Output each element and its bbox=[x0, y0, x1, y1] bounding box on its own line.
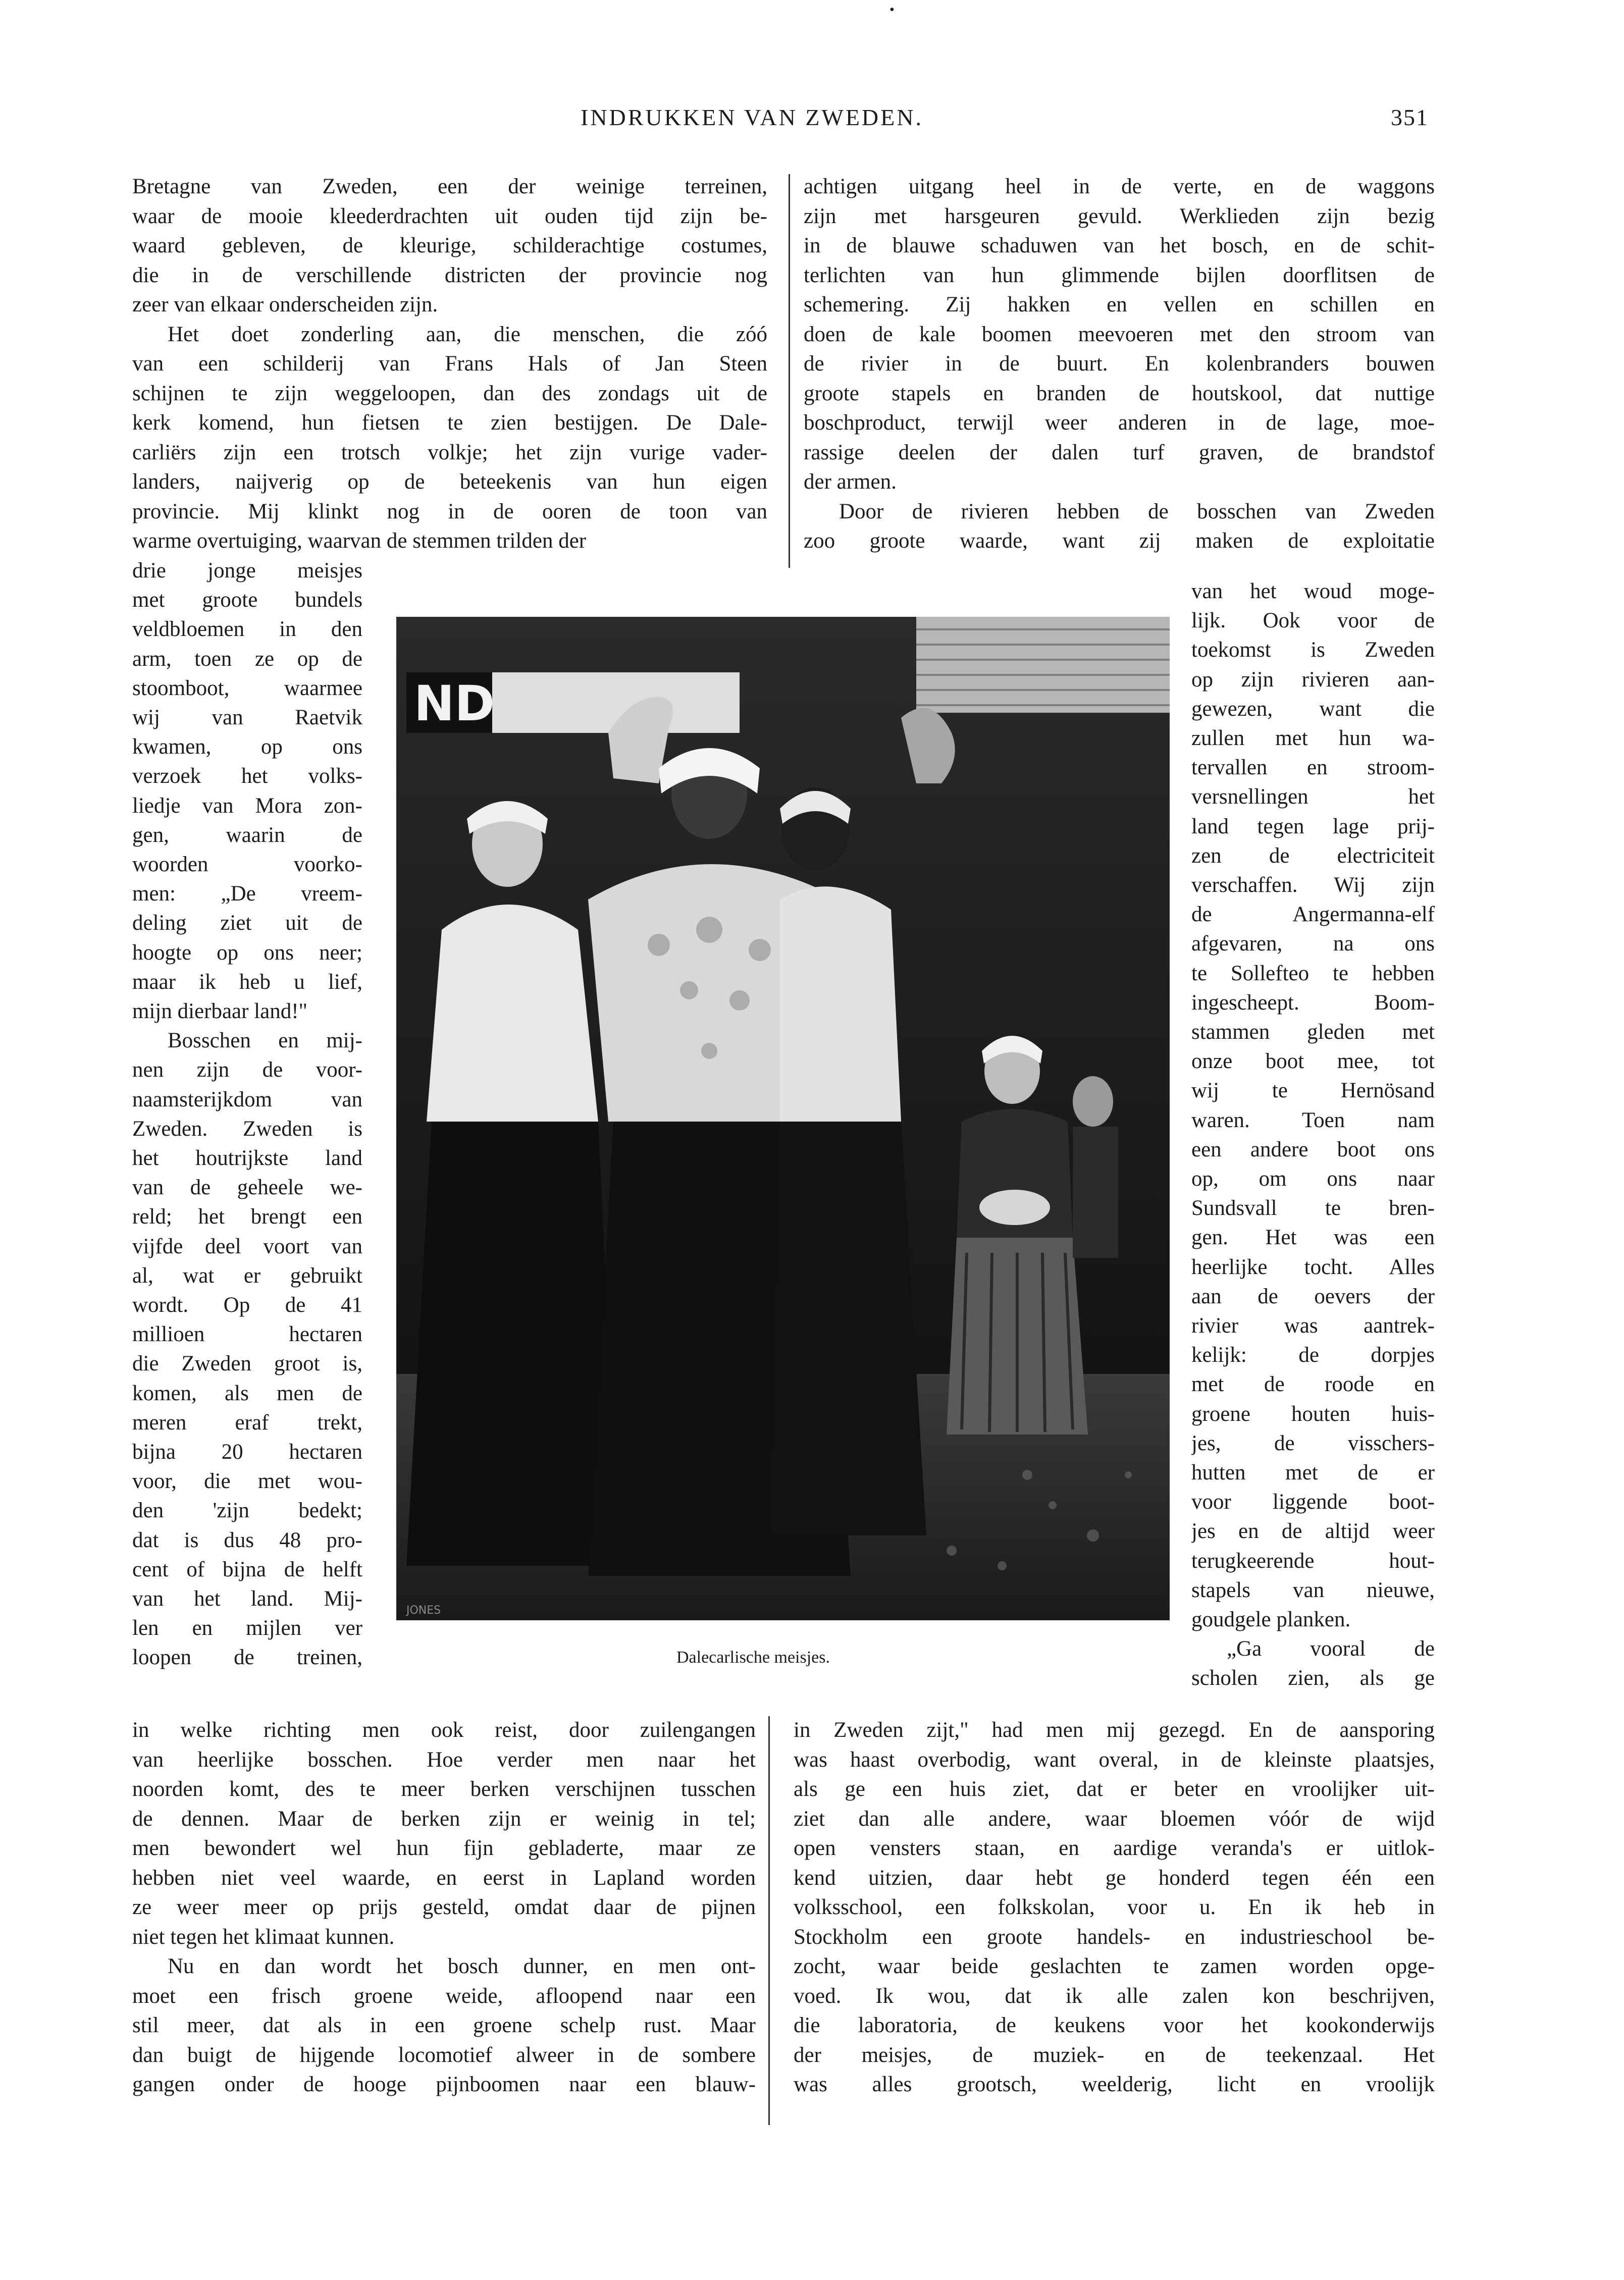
text-line: Door de rivieren hebben de bosschen van Zweden bbox=[839, 500, 1435, 523]
text-line: niet tegen het klimaat kunnen. bbox=[132, 1925, 395, 1949]
text-line: millioen hectaren bbox=[132, 1322, 362, 1346]
text-line: jes en de altijd weer bbox=[1191, 1519, 1435, 1543]
text-line: op zijn rivieren aan- bbox=[1191, 668, 1435, 692]
text-line: zen de electriciteit bbox=[1191, 844, 1435, 868]
text-line: versnellingen het bbox=[1191, 785, 1435, 809]
text-line: Bosschen en mij- bbox=[168, 1029, 362, 1052]
text-line: nen zijn de voor- bbox=[132, 1058, 362, 1082]
text-line: verschaffen. Wij zijn bbox=[1191, 873, 1435, 897]
text-line: reld; het brengt een bbox=[132, 1205, 362, 1229]
text-line: jes, de visschers- bbox=[1191, 1431, 1435, 1455]
text-line: landers, naijverig op de beteekenis van hun eigen bbox=[132, 470, 767, 494]
text-line: len en mijlen ver bbox=[132, 1616, 362, 1640]
text-line: gen. Het was een bbox=[1191, 1226, 1435, 1249]
text-line: te Sollefteo te hebben bbox=[1191, 962, 1435, 985]
photo-illustration bbox=[396, 617, 1170, 1620]
text-line: mijn dierbaar land!" bbox=[132, 999, 308, 1023]
text-line: cent of bijna de helft bbox=[132, 1558, 362, 1581]
text-line: kend uitzien, daar hebt ge honderd tegen één een bbox=[794, 1866, 1435, 1890]
text-line: boschproduct, terwijl weer anderen in de lage, moe- bbox=[804, 411, 1435, 435]
text-line: op, om ons naar bbox=[1191, 1167, 1435, 1191]
text-line: land tegen lage prij- bbox=[1191, 815, 1435, 838]
text-line: bijna 20 hectaren bbox=[132, 1440, 362, 1464]
text-line: men bewondert wel hun fijn gebladerte, maar ze bbox=[132, 1836, 756, 1860]
text-line: scholen zien, als ge bbox=[1191, 1666, 1435, 1690]
text-line: voed. Ik wou, dat ik alle zalen kon beschrijven, bbox=[794, 1984, 1435, 2008]
text-line: met de roode en bbox=[1191, 1372, 1435, 1396]
text-line: dan buigt de hijgende locomotief alweer in de sombere bbox=[132, 2043, 756, 2067]
text-line: gewezen, want die bbox=[1191, 697, 1435, 721]
text-line: al, wat er gebruikt bbox=[132, 1264, 362, 1288]
text-line: met groote bundels bbox=[132, 588, 362, 612]
text-line: was haast overbodig, want overal, in de kleinste plaatsjes, bbox=[794, 1748, 1435, 1772]
text-line: het houtrijkste land bbox=[132, 1146, 362, 1170]
text-line: Het doet zonderling aan, die menschen, die zóó bbox=[168, 323, 767, 346]
sign-text: ND bbox=[414, 675, 495, 732]
text-line: doen de kale boomen meevoeren met den stroom van bbox=[804, 323, 1435, 346]
text-line: goudgele planken. bbox=[1191, 1608, 1351, 1631]
text-line: waar de mooie kleederdrachten uit ouden tijd zijn be- bbox=[132, 204, 767, 228]
text-line: volksschool, een folkskolan, voor u. En ik heb in bbox=[794, 1895, 1435, 1919]
text-line: de rivier in de buurt. En kolenbranders bouwen bbox=[804, 352, 1435, 376]
text-line: die in de verschillende districten der provincie nog bbox=[132, 263, 767, 287]
text-line: de dennen. Maar de berken zijn er weinig in tel; bbox=[132, 1807, 756, 1831]
text-line: hutten met de er bbox=[1191, 1461, 1435, 1484]
text-line: afgevaren, na ons bbox=[1191, 932, 1435, 956]
text-line: die Zweden groot is, bbox=[132, 1352, 362, 1375]
text-line: liedje van Mora zon- bbox=[132, 794, 362, 818]
text-line: komen, als men de bbox=[132, 1382, 362, 1405]
photograph-dalecarlian-girls bbox=[396, 617, 1170, 1620]
text-line: van het land. Mij- bbox=[132, 1587, 362, 1611]
text-line: stil meer, dat als in een groene schelp rust. Maar bbox=[132, 2013, 756, 2037]
text-line: ziet dan alle andere, waar bloemen vóór de wijd bbox=[794, 1807, 1435, 1831]
text-line: stammen gleden met bbox=[1191, 1020, 1435, 1044]
text-line: in de blauwe schaduwen van het bosch, en de schit- bbox=[804, 234, 1435, 257]
text-line: tervallen en stroom- bbox=[1191, 756, 1435, 779]
text-line: ze weer meer op prijs gesteld, omdat daar de pijnen bbox=[132, 1895, 756, 1919]
text-line: was alles grootsch, weelderig, licht en vroolijk bbox=[794, 2073, 1435, 2096]
text-line: heerlijke tocht. Alles bbox=[1191, 1255, 1435, 1279]
text-line: drie jonge meisjes bbox=[132, 559, 362, 582]
text-line: van een schilderij van Frans Hals of Jan Steen bbox=[132, 352, 767, 376]
text-line: een andere boot ons bbox=[1191, 1138, 1435, 1161]
text-line: deling ziet uit de bbox=[132, 911, 362, 935]
text-line: vijfde deel voort van bbox=[132, 1235, 362, 1258]
text-line: zeer van elkaar onderscheiden zijn. bbox=[132, 293, 438, 316]
text-line: zocht, waar beide geslachten te zamen worden opge- bbox=[794, 1954, 1435, 1978]
text-line: zijn met harsgeuren gevuld. Werklieden zijn bezig bbox=[804, 204, 1435, 228]
text-line: schemering. Zij hakken en vellen en schillen en bbox=[804, 293, 1435, 316]
text-line: waard gebleven, de kleurige, schilderachtige costumes, bbox=[132, 234, 767, 257]
text-line: in Zweden zijt," had men mij gezegd. En de aansporing bbox=[794, 1718, 1435, 1742]
text-line: der meisjes, de muziek- en de teekenzaal. Het bbox=[794, 2043, 1435, 2067]
text-line: hebben niet veel waarde, en eerst in Lapland worden bbox=[132, 1866, 756, 1890]
text-line: noorden komt, des te meer berken verschijnen tusschen bbox=[132, 1777, 756, 1801]
text-line: Sundsvall te bren- bbox=[1191, 1196, 1435, 1220]
text-line: stoomboot, waarmee bbox=[132, 676, 362, 700]
photo-signature: JONES bbox=[406, 1604, 441, 1617]
text-line: moet een frisch groene weide, afloopend naar een bbox=[132, 1984, 756, 2008]
text-line: die laboratoria, de keukens voor het kookonderwijs bbox=[794, 2013, 1435, 2037]
text-line: de Angermanna-elf bbox=[1191, 903, 1435, 926]
text-line: Nu en dan wordt het bosch dunner, en men ont- bbox=[168, 1954, 756, 1978]
text-line: gen, waarin de bbox=[132, 823, 362, 847]
text-line: naamsterijkdom van bbox=[132, 1088, 362, 1111]
text-line: ingescheept. Boom- bbox=[1191, 991, 1435, 1015]
text-line: kerk komend, hun fietsen te zien bestijgen. De Dale- bbox=[132, 411, 767, 435]
text-line: provincie. Mij klinkt nog in de ooren de toon van bbox=[132, 500, 767, 523]
text-line: achtigen uitgang heel in de verte, en de waggons bbox=[804, 175, 1435, 198]
text-line: hoogte op ons neer; bbox=[132, 941, 362, 965]
text-line: schijnen te zijn weggeloopen, dan des zondags uit de bbox=[132, 382, 767, 405]
text-line: voor liggende boot- bbox=[1191, 1490, 1435, 1514]
text-line: lijk. Ook voor de bbox=[1191, 609, 1435, 632]
text-line: voor, die met wou- bbox=[132, 1469, 362, 1493]
text-line: dat is dus 48 pro- bbox=[132, 1528, 362, 1552]
text-line: carliërs zijn een trotsch volkje; het zijn vurige vader- bbox=[132, 441, 767, 464]
text-line: loopen de treinen, bbox=[132, 1646, 362, 1669]
top-mark: • bbox=[889, 2, 895, 18]
text-line: rivier was aantrek- bbox=[1191, 1314, 1435, 1338]
text-line: wordt. Op de 41 bbox=[132, 1293, 362, 1317]
page-number: 351 bbox=[1391, 104, 1429, 130]
text-line: in welke richting men ook reist, door zuilengangen bbox=[132, 1718, 756, 1742]
text-line: open vensters staan, en aardige veranda's er uitlok- bbox=[794, 1836, 1435, 1860]
text-line: als ge een huis ziet, dat er beter en vroolijker uit- bbox=[794, 1777, 1435, 1801]
text-line: veldbloemen in den bbox=[132, 617, 362, 641]
text-line: groene houten huis- bbox=[1191, 1402, 1435, 1426]
text-line: van heerlijke bosschen. Hoe verder men naar het bbox=[132, 1748, 756, 1772]
text-line: onze boot mee, tot bbox=[1191, 1049, 1435, 1073]
text-line: zoo groote waarde, want zij maken de exploitatie bbox=[804, 529, 1435, 553]
text-line: wij van Raetvik bbox=[132, 706, 362, 729]
text-line: gangen onder de hooge pijnboomen naar een blauw- bbox=[132, 2073, 756, 2096]
text-line: terugkeerende hout- bbox=[1191, 1549, 1435, 1573]
text-line: van de geheele we- bbox=[132, 1176, 362, 1199]
text-line: maar ik heb u lief, bbox=[132, 970, 362, 994]
text-line: woorden voorko- bbox=[132, 853, 362, 876]
text-line: zullen met hun wa- bbox=[1191, 726, 1435, 750]
text-line: verzoek het volks- bbox=[132, 764, 362, 788]
text-line: der armen. bbox=[804, 470, 897, 494]
column-rule-top bbox=[789, 174, 790, 568]
text-line: waren. Toen nam bbox=[1191, 1108, 1435, 1132]
text-line: men: „De vreem- bbox=[132, 882, 362, 906]
text-line: kelijk: de dorpjes bbox=[1191, 1343, 1435, 1367]
text-line: groote stapels en branden de houtskool, dat nuttige bbox=[804, 382, 1435, 405]
text-line: toekomst is Zweden bbox=[1191, 638, 1435, 662]
figure-caption: Dalecarlische meisjes. bbox=[676, 1648, 830, 1667]
text-line: rassige deelen der dalen turf graven, de brandstof bbox=[804, 441, 1435, 464]
text-line: Stockholm een groote handels- en industrieschool be- bbox=[794, 1925, 1435, 1949]
text-line: meren eraf trekt, bbox=[132, 1411, 362, 1435]
column-rule-bottom bbox=[768, 1716, 770, 2125]
text-line: den 'zijn bedekt; bbox=[132, 1499, 362, 1522]
running-title: INDRUKKEN VAN ZWEDEN. bbox=[581, 104, 923, 130]
text-line: van het woud moge- bbox=[1191, 579, 1435, 603]
text-line: aan de oevers der bbox=[1191, 1285, 1435, 1308]
text-line: Bretagne van Zweden, een der weinige terreinen, bbox=[132, 175, 767, 198]
text-line: kwamen, op ons bbox=[132, 735, 362, 759]
text-line: wij te Hernösand bbox=[1191, 1079, 1435, 1102]
text-line: arm, toen ze op de bbox=[132, 647, 362, 671]
text-line: „Ga vooral de bbox=[1227, 1637, 1435, 1661]
text-line: terlichten van hun glimmende bijlen doorflitsen de bbox=[804, 263, 1435, 287]
text-line: stapels van nieuwe, bbox=[1191, 1578, 1435, 1602]
text-line: warme overtuiging, waarvan de stemmen trilden der bbox=[132, 529, 587, 553]
text-line: Zweden. Zweden is bbox=[132, 1117, 362, 1141]
